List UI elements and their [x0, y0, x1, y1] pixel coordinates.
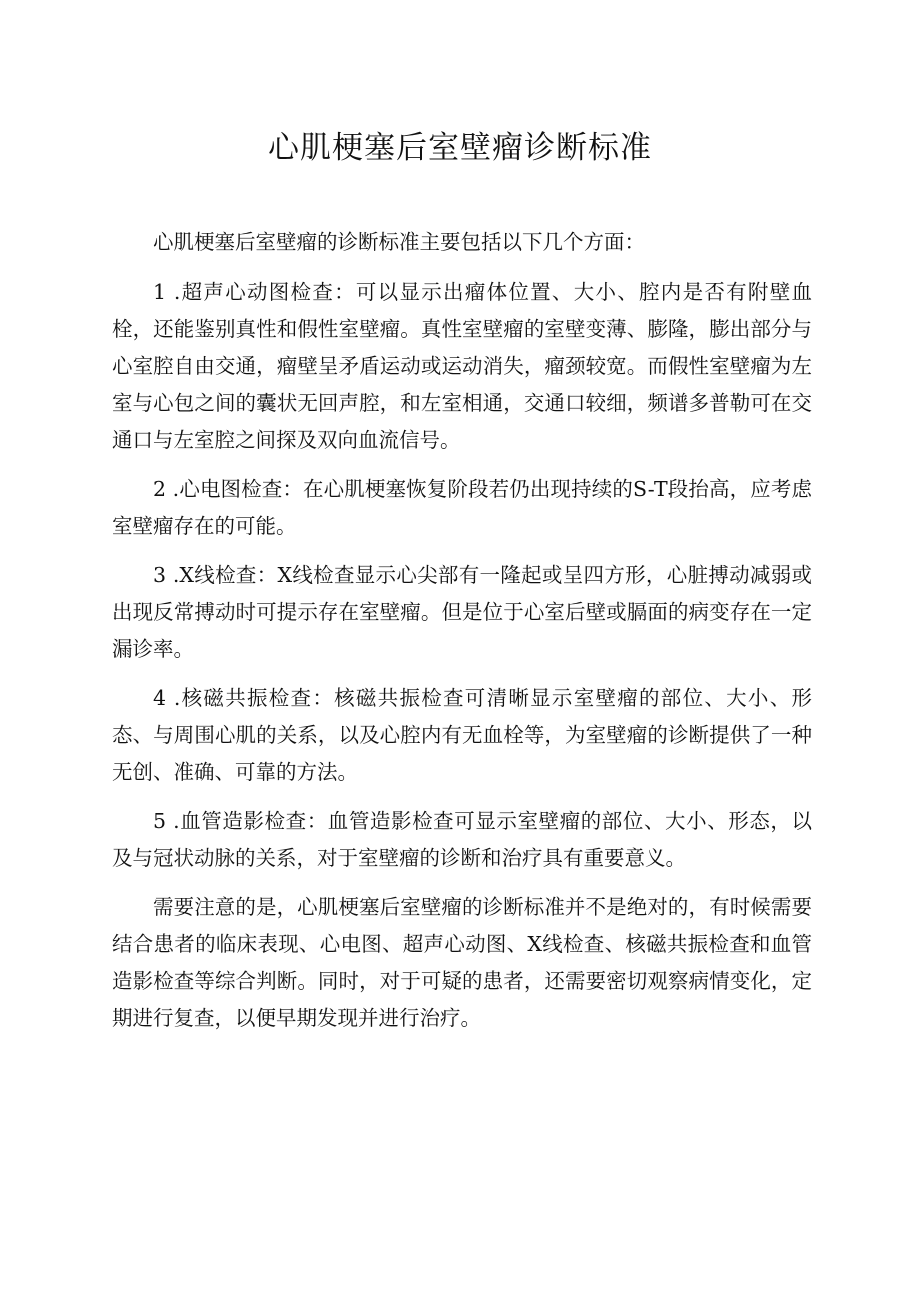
document-title: 心肌梗塞后室壁瘤诊断标准	[268, 130, 652, 166]
paragraph-xray: 3 .X线检查：X线检查显示心尖部有一隆起或呈四方形，心脏搏动减弱或出现反常搏动时可提示存在室壁瘤。但是位于心室后壁或膈面的病变存在一定漏诊率。	[112, 563, 812, 661]
paragraph-angiography: 5 .血管造影检查：血管造影检查可显示室壁瘤的部位、大小、形态，以及与冠状动脉的关系，对于室壁瘤的诊断和治疗具有重要意义。	[112, 809, 812, 870]
intro-paragraph: 心肌梗塞后室壁瘤的诊断标准主要包括以下几个方面：	[153, 230, 645, 254]
paragraph-notes: 需要注意的是，心肌梗塞后室壁瘤的诊断标准并不是绝对的，有时候需要结合患者的临床表现、心电图、超声心动图、X线检查、核磁共振检查和血管造影检查等综合判断。同时，对于可疑的患者，还需要密切观察病情变化，定期进行复查，以便早期发现并进行治疗。	[112, 895, 812, 1030]
document-body	[112, 224, 812, 1049]
paragraph-mri: 4 .核磁共振检查：核磁共振检查可清晰显示室壁瘤的部位、大小、形态、与周围心肌的关系，以及心腔内有无血栓等，为室壁瘤的诊断提供了一种无创、准确、可靠的方法。	[112, 686, 812, 784]
paragraph-ultrasound: 1 .超声心动图检查：可以显示出瘤体位置、大小、腔内是否有附壁血栓，还能鉴别真性和假性室壁瘤。真性室壁瘤的室壁变薄、膨隆，膨出部分与心室腔自由交通，瘤壁呈矛盾运动或运动消失，瘤颈较宽。而假性室壁瘤为左室与心包之间的囊状无回声腔，和左室相通，交通口较细，频谱多普勒可在交通口与左室腔之间探及双向血流信号。	[112, 280, 812, 452]
paragraph-ecg: 2 .心电图检查：在心肌梗塞恢复阶段若仍出现持续的S-T段抬高，应考虑室壁瘤存在的可能。	[112, 477, 812, 538]
